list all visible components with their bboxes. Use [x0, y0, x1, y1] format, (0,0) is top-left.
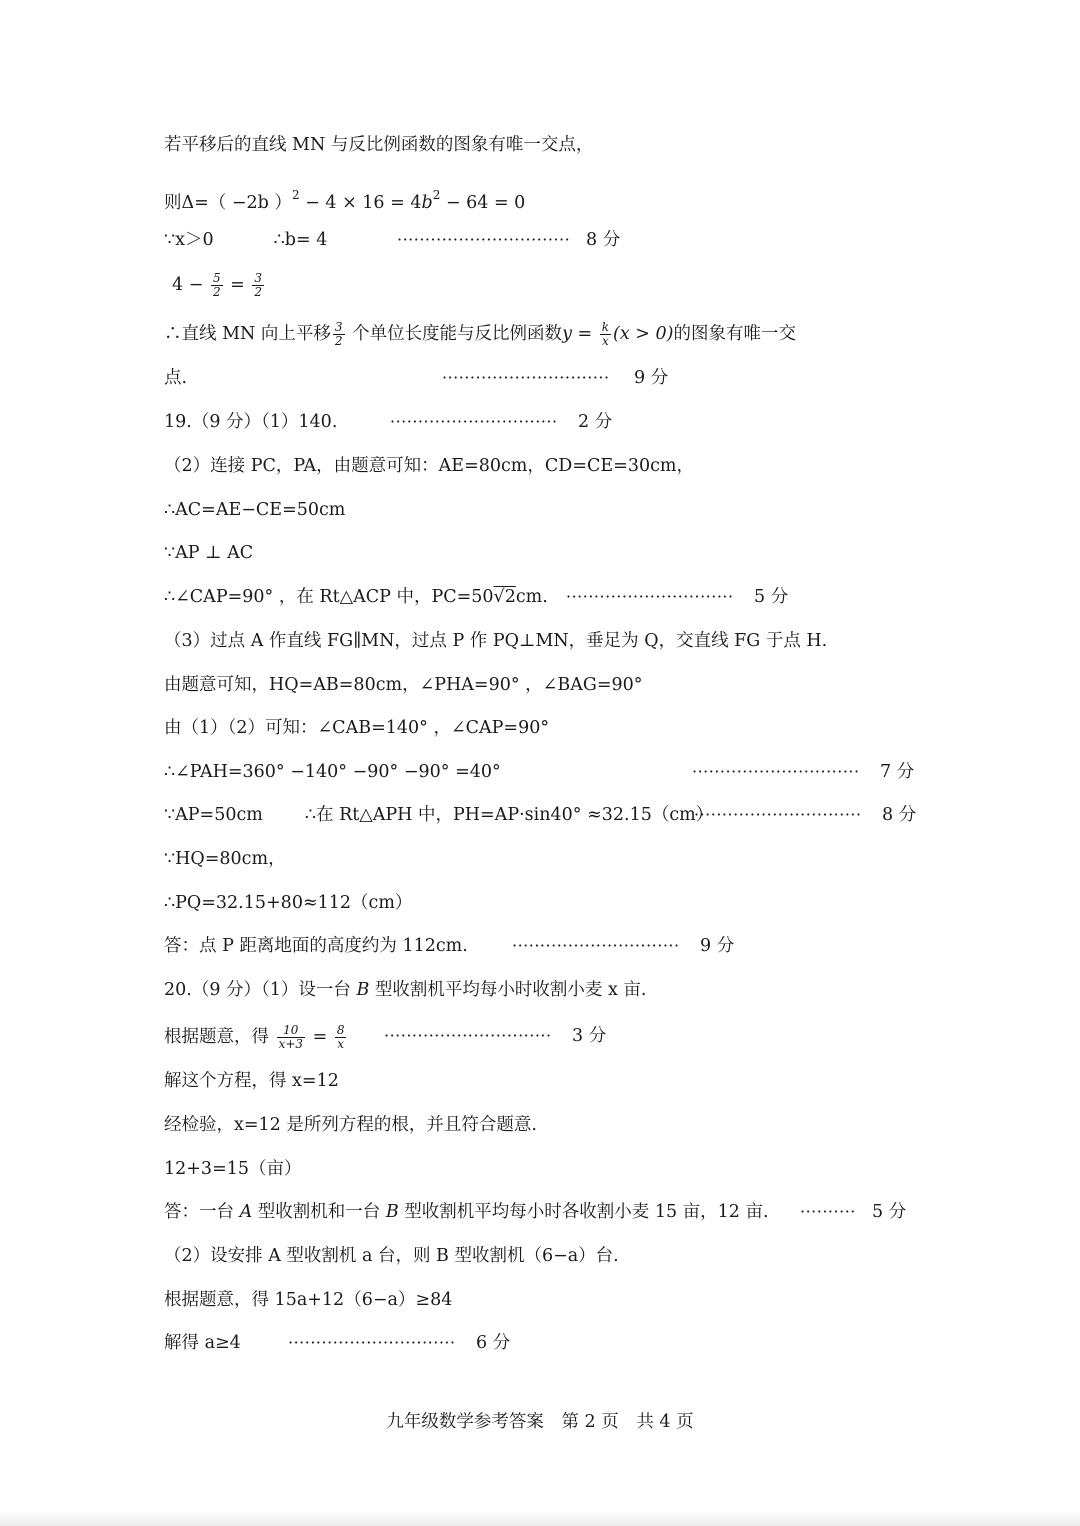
line-q19-part3: （3）过点 A 作直线 FG∥MN，过点 P 作 PQ⊥MN，垂足为 Q，交直线 FG 于点 H. — [164, 631, 828, 651]
line-q20-part1: 20.（9 分）（1）设一台 B 型收割机平均每小时收割小麦 x 亩. — [164, 980, 647, 1000]
fraction: $\frac{10}{x+3}$ — [278, 1023, 304, 1051]
line-sum: 12+3=15（亩） — [164, 1159, 302, 1179]
line-q19-part2: （2）连接 PC，PA，由题意可知：AE=80cm，CD=CE=30cm， — [164, 456, 694, 476]
page-footer — [0, 1408, 1080, 1433]
line-pq: ∴PQ=32.15+80≈112（cm） — [164, 893, 413, 913]
score-leader-dots: ······························ — [512, 936, 680, 955]
footer-total-pages: 共 4 页 — [636, 1412, 694, 1432]
score-label: 3 分 — [572, 1026, 607, 1046]
line-q19-part1: 19.（9 分）（1）140. — [164, 412, 338, 432]
score-leader-dots: ······························ — [692, 762, 860, 781]
score-leader-dots: ·········· — [800, 1202, 856, 1221]
footer-page-number: 第 2 页 — [561, 1412, 619, 1432]
line-solve: 解这个方程，得 x=12 — [164, 1071, 339, 1091]
fraction: $\frac{5}{2}$ — [212, 271, 221, 299]
score-label: 7 分 — [880, 762, 915, 782]
line-ac: ∴AC=AE−CE=50cm — [164, 500, 346, 520]
score-label: 8 分 — [882, 805, 917, 825]
line-pc: ∴∠CAP=90° ，在 Rt△ACP 中，PC=50√2cm. — [164, 587, 548, 607]
line-b-value: ∵x＞0 ∴b= 4 — [164, 230, 328, 250]
score-leader-dots: ······························ — [384, 1026, 552, 1045]
fraction: $\frac{k}{x}$ — [601, 320, 610, 348]
score-leader-dots: ······························ — [442, 368, 610, 387]
line-hq-value: ∵HQ=80cm， — [164, 849, 286, 869]
fraction: $\frac{3}{2}$ — [254, 271, 263, 299]
line-point: 点. — [164, 368, 188, 388]
score-label: 6 分 — [476, 1333, 511, 1353]
line-q20-answer: 答：一台 A 型收割机和一台 B 型收割机平均每小时各收割小麦 15 亩，12 亩. — [164, 1202, 769, 1222]
line-discriminant: 则Δ=（ −2b ）$^2 - 4 \times 16 = 4b^2 - 64 = 0$ — [164, 188, 526, 213]
score-label: 5 分 — [754, 587, 789, 607]
line-pah: ∴∠PAH=360° −140° −90° −90° =40° — [164, 762, 501, 782]
score-label: 9 分 — [700, 936, 735, 956]
score-leader-dots: ······························· — [397, 230, 571, 249]
line-q20-part2: （2）设安排 A 型收割机 a 台，则 B 型收割机（6−a）台. — [164, 1246, 619, 1266]
line-inequality-solution: 解得 a≥4 — [164, 1333, 241, 1353]
line-q20-equation: 根据题意，得 $\frac{10}{x+3}$ = $\frac{8}{x}$ — [164, 1023, 345, 1051]
score-leader-dots: ······························ — [288, 1333, 456, 1352]
score-leader-dots: ······························ — [390, 412, 558, 431]
line-hq: 由题意可知，HQ=AB=80cm，∠PHA=90° ，∠BAG=90° — [164, 675, 643, 695]
score-label: 8 分 — [586, 230, 621, 250]
footer-title: 九年级数学参考答案 — [386, 1412, 544, 1432]
line-angles: 由（1）（2）可知：∠CAB=140° ，∠CAP=90° — [164, 718, 550, 738]
line-perpendicular: ∵AP ⊥ AC — [164, 543, 254, 563]
line-check: 经检验，x=12 是所列方程的根，并且符合题意. — [164, 1115, 537, 1135]
line-q19-answer: 答：点 P 距离地面的高度约为 112cm. — [164, 936, 468, 956]
scan-edge-shadow — [0, 1510, 1080, 1526]
score-leader-dots: ······························ — [566, 587, 734, 606]
fraction: $\frac{8}{x}$ — [336, 1023, 345, 1051]
line-ph: ∵AP=50cm ∴在 Rt△APH 中，PH=AP·sin40° ≈32.15（cm） — [164, 805, 714, 825]
score-label: 5 分 — [872, 1202, 907, 1222]
line-translate-conclusion: ∴直线 MN 向上平移 $\frac{3}{2}$ 个单位长度能与反比例函数y = $\frac{k}{x}$ (x > 0)的图象有唯一交 — [164, 320, 796, 348]
line-unique-intersection: 若平移后的直线 MN 与反比例函数的图象有唯一交点， — [164, 135, 594, 155]
fraction: $\frac{3}{2}$ — [334, 320, 343, 348]
score-label: 9 分 — [634, 368, 669, 388]
line-inequality: 根据题意，得 15a+12（6−a）≥84 — [164, 1290, 453, 1310]
score-leader-dots: ······························ — [694, 805, 862, 824]
score-label: 2 分 — [578, 412, 613, 432]
line-fraction-calc: 4 − $\frac{5}{2}$ = $\frac{3}{2}$ — [172, 271, 263, 299]
